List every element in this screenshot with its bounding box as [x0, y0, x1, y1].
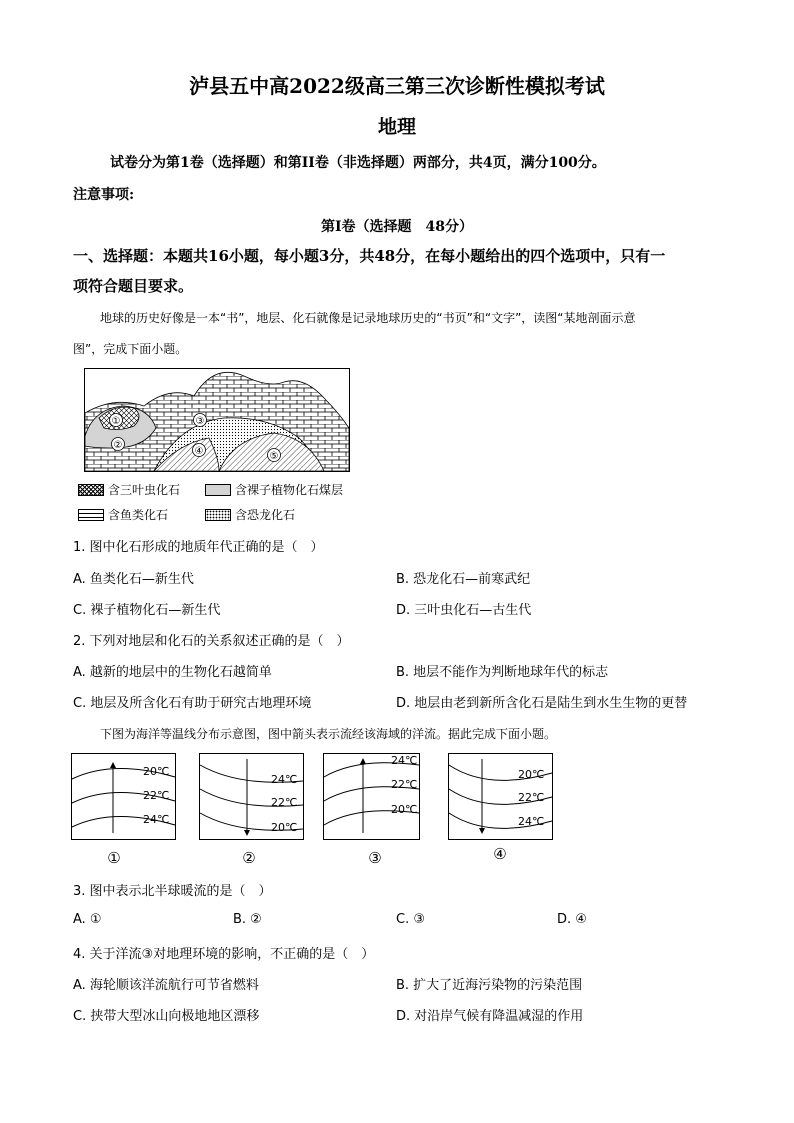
diagram-3-temp-2: 22℃ [391, 778, 418, 791]
notice-heading: 注意事项: [73, 187, 135, 203]
diagram-1-temp-1: 20℃ [143, 765, 170, 778]
layer-label-5: ⑤ [269, 451, 279, 462]
section-heading: 第I卷（选择题 48分） [320, 219, 474, 235]
question-4-option-c[interactable]: C. 挟带大型冰山向极地地区漂移 [73, 1009, 260, 1024]
legend-trilobite [78, 481, 180, 498]
question-1-option-d[interactable]: D. 三叶虫化石—古生代 [396, 603, 532, 618]
coal-swatch-icon [205, 484, 231, 496]
dinosaur-swatch-icon [205, 509, 231, 521]
question-4-option-d[interactable]: D. 对沿岸气候有降温减湿的作用 [396, 1009, 584, 1024]
legend-fish-label: 含鱼类化石 [108, 508, 169, 522]
legend-trilobite-label: 含三叶虫化石 [108, 483, 181, 497]
trilobite-swatch-icon [78, 484, 104, 496]
question-1-option-b[interactable]: B. 恐龙化石—前寒武纪 [396, 572, 531, 587]
legend-fish [78, 506, 168, 523]
diagram-2-temp-1: 24℃ [271, 773, 298, 786]
isotherm-diagram-4 [449, 754, 553, 864]
instruction-line-2: 项符合题目要求。 [73, 277, 194, 295]
diagram-2-temp-3: 20℃ [271, 821, 298, 834]
diagram-4-label: ④ [493, 845, 507, 863]
diagram-2-temp-2: 22℃ [271, 796, 298, 809]
question-3-option-b[interactable]: B. ② [233, 912, 262, 927]
isotherm-diagram-1 [72, 754, 176, 868]
question-2-stem: 2. 下列对地层和化石的关系叙述正确的是（ ） [73, 634, 350, 649]
diagram-4-temp-1: 20℃ [518, 768, 545, 781]
geologic-cross-section [84, 368, 350, 472]
question-1-stem: 1. 图中化石形成的地质年代正确的是（ ） [73, 540, 324, 555]
question-2-option-d[interactable]: D. 地层由老到新所含化石是陆生到水生生物的更替 [396, 696, 688, 711]
question-3-option-a[interactable]: A. ① [73, 912, 102, 927]
legend-dinosaur-label: 含恐龙化石 [235, 508, 296, 522]
material1-line2: 图”，完成下面小题。 [73, 342, 188, 356]
question-4-option-b[interactable]: B. 扩大了近海污染物的污染范围 [396, 978, 583, 993]
material1-line1: 地球的历史好像是一本“书”，地层、化石就像是记录地球历史的“书页”和“文字”，读图“某地剖面示意 [100, 311, 636, 325]
exam-intro: 试卷分为第1卷（选择题）和第II卷（非选择题）两部分，共4页，满分100分。 [110, 155, 606, 171]
material2-text: 下图为海洋等温线分布示意图，图中箭头表示流经该海域的洋流。据此完成下面小题。 [100, 727, 557, 741]
question-2-option-c[interactable]: C. 地层及所含化石有助于研究古地理环境 [73, 696, 312, 711]
diagram-3-temp-3: 20℃ [391, 803, 418, 816]
fish-swatch-icon [78, 509, 104, 521]
question-3-option-d[interactable]: D. ④ [557, 912, 587, 927]
question-4-option-a[interactable]: A. 海轮顺该洋流航行可节省燃料 [73, 978, 259, 993]
legend-gymnosperm [205, 481, 343, 498]
diagram-1-temp-2: 22℃ [143, 789, 170, 802]
layer-label-1: ① [111, 416, 121, 427]
layer-label-4: ④ [194, 446, 204, 457]
question-2-option-a[interactable]: A. 越新的地层中的生物化石越简单 [73, 665, 272, 680]
isotherm-diagrams [71, 751, 715, 869]
diagram-1-label: ① [107, 849, 121, 867]
question-1-option-c[interactable]: C. 裸子植物化石—新生代 [73, 603, 221, 618]
diagram-3-temp-1: 24℃ [391, 754, 418, 767]
subject-title: 地理 [377, 116, 416, 138]
diagram-4-temp-2: 22℃ [518, 791, 545, 804]
legend-dinosaur [205, 506, 295, 523]
legend-gymnosperm-label: 含裸子植物化石煤层 [235, 483, 344, 497]
layer-label-3: ③ [195, 416, 205, 427]
question-3-option-c[interactable]: C. ③ [396, 912, 425, 927]
isotherm-diagram-3 [324, 754, 420, 868]
layer-label-2: ② [113, 440, 123, 451]
instruction-line-1: 一、选择题：本题共16小题，每小题3分，共48分，在每小题给出的四个选项中，只有一 [73, 247, 666, 265]
question-4-stem: 4. 关于洋流③对地理环境的影响，不正确的是（ ） [73, 947, 375, 962]
isotherm-diagram-2 [200, 754, 304, 868]
question-1-option-a[interactable]: A. 鱼类化石—新生代 [73, 572, 194, 587]
question-3-stem: 3. 图中表示北半球暖流的是（ ） [73, 884, 272, 899]
diagram-3-label: ③ [368, 849, 382, 867]
question-2-option-b[interactable]: B. 地层不能作为判断地球年代的标志 [396, 665, 609, 680]
exam-title: 泸县五中高2022级高三第三次诊断性模拟考试 [189, 74, 605, 98]
diagram-2-label: ② [242, 849, 256, 867]
diagram-1-temp-3: 24℃ [143, 813, 170, 826]
diagram-4-temp-3: 24℃ [518, 815, 545, 828]
